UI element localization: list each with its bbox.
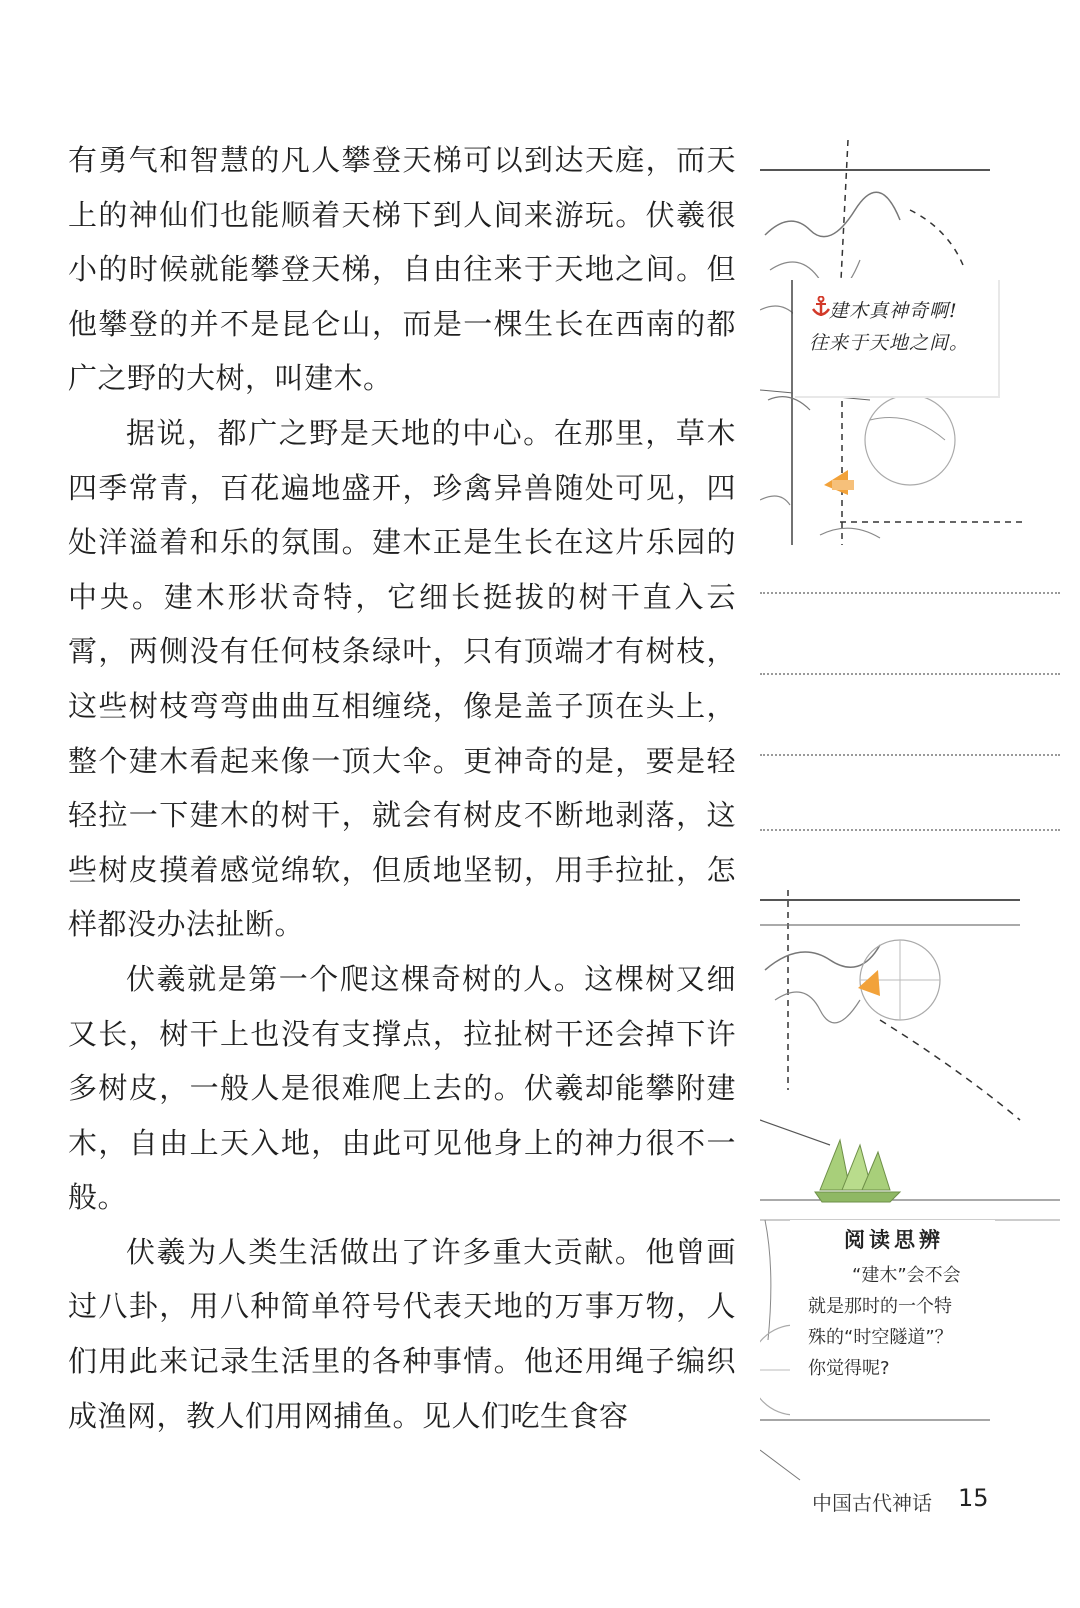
reading-box-text — [808, 1260, 986, 1384]
reading-box-line-4: 你觉得呢? — [808, 1358, 890, 1379]
reading-box-title: 阅读思辨 — [844, 1228, 944, 1252]
margin-note-line-2: 往来于天地之间。 — [809, 332, 970, 354]
margin-note-line-1: 建木真神奇啊! — [829, 300, 958, 322]
anchor-icon — [811, 296, 831, 318]
paragraph-2: 据说，都广之野是天地的中心。在那里，草木四季常青，百花遍地盛开，珍禽异兽随处可见，四处洋溢着和乐的氛围。建木正是生长在这片乐园的中央。建木形状奇特，它细长挺拔的树干直入云霄，两侧没有任何枝条绿叶，只有顶端才有树枝，这些树枝弯弯曲曲互相缠绕，像是盖子顶在头上，整个建木看起来像一顶大伞。更神奇的是，要是轻轻拉一下建木的树干，就会有树皮不断地剥落，这些树皮摸着感觉绵软，但质地坚韧，用手拉扯，怎样都没办法扯断。 — [68, 415, 736, 942]
reading-reflection-box — [790, 1220, 995, 1418]
reading-box-line-1: “建木”会不会 — [852, 1265, 961, 1286]
page-number: 15 — [958, 1484, 989, 1512]
reading-box-line-2: 就是那时的一个特 — [808, 1296, 952, 1317]
ruled-line — [760, 754, 1060, 756]
margin-note-box — [793, 278, 998, 396]
footer-book-title: 中国古代神话 — [812, 1491, 932, 1515]
paragraph-1: 有勇气和智慧的凡人攀登天梯可以到达天庭，而天上的神仙们也能顺着天梯下到人间来游玩。伏羲很小的时候就能攀登天梯，自由往来于天地之间。但他攀登的并不是昆仑山，而是一棵生长在西南的都广之野的大树，叫建木。 — [68, 143, 736, 396]
ruled-line — [760, 592, 1060, 594]
main-text-column — [68, 133, 736, 1443]
paragraph-4: 伏羲为人类生活做出了许多重大贡献。他曾画过八卦，用八种简单符号代表天地的万事万物，人们用此来记录生活里的各种事情。他还用绳子编织成渔网，教人们用网捕鱼。见人们吃生食容 — [68, 1234, 736, 1433]
ruled-line — [760, 673, 1060, 675]
ruled-line — [760, 829, 1060, 831]
paragraph-3: 伏羲就是第一个爬这棵奇树的人。这棵树又细又长，树干上也没有支撑点，拉扯树干还会掉下许多树皮，一般人是很难爬上去的。伏羲却能攀附建木，自由上天入地，由此可见他身上的神力很不一般。 — [68, 961, 736, 1215]
reading-box-line-3: 殊的“时空隧道”？ — [808, 1327, 953, 1348]
